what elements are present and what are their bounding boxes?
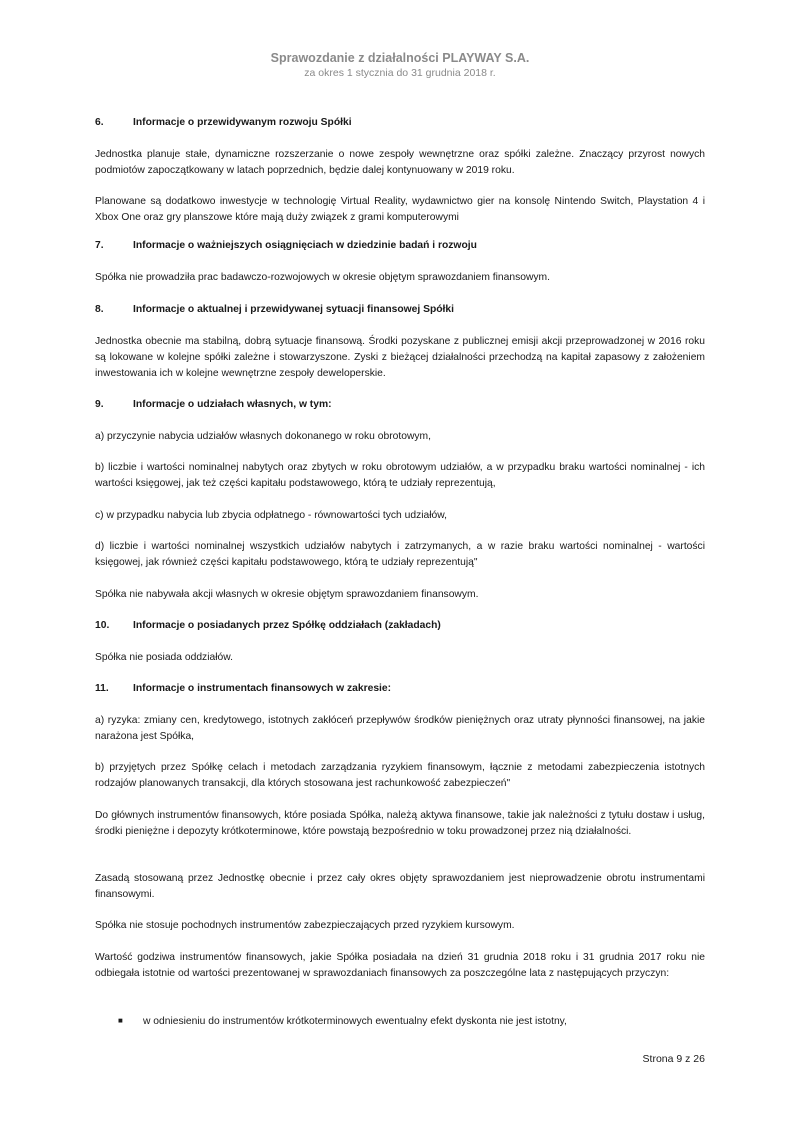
paragraph: Spółka nie posiada oddziałów.: [95, 652, 233, 663]
paragraph: Jednostka obecnie ma stabilną, dobrą sytuacje finansową. Środki pozyskane z publicznej emisji akcji przeprowadzonej w 2016 roku są lokowane w kolejne spółki zależne i stowarzyszone. Zyski z bieżącej działalności przechodzą na kapitał zapasowy z założeniem inwestowania ich w kolejne wewnętrzne zespoły deweloperskie.: [95, 336, 705, 379]
page-header: [0, 50, 800, 81]
section-8-heading: [95, 302, 705, 318]
paragraph: Zasadą stosowaną przez Jednostkę obecnie i przez cały okres objęty sprawozdaniem jest nieprowadzenie obrotu instrumentami finansowymi.: [95, 873, 705, 900]
section-number: 10.: [95, 620, 110, 631]
paragraph: Jednostka planuje stałe, dynamiczne rozszerzanie o nowe zespoły wewnętrzne oraz spółki zależne. Znaczący przyrost nowych podmiotów zapoczątkowany w latach poprzednich, będzie dalej kontynuowany w 2019 roku.: [95, 149, 705, 176]
list-item: b) przyjętych przez Spółkę celach i metodach zarządzania ryzykiem finansowym, łącznie z metodami zabezpieczenia istotnych rodzajów planowanych transakcji, dla których stosowana jest rachunkowość zabezpieczeń": [95, 762, 705, 789]
list-item: c) w przypadku nabycia lub zbycia odpłatnego - równowartości tych udziałów,: [95, 510, 447, 521]
section-title: Informacje o udziałach własnych, w tym:: [133, 399, 332, 410]
list-item: a) przyczynie nabycia udziałów własnych dokonanego w roku obrotowym,: [95, 431, 431, 442]
list-item: d) liczbie i wartości nominalnej wszystkich udziałów nabytych i zatrzymanych, a w razie braku wartości nominalnej - wartości księgowej, jak również części kapitału podstawowego, którą te udziały reprezentują": [95, 541, 705, 568]
section-title: Informacje o przewidywanym rozwoju Spółki: [133, 117, 352, 128]
square-bullet-icon: ■: [118, 1016, 123, 1025]
paragraph: Do głównych instrumentów finansowych, które posiada Spółka, należą aktywa finansowe, takie jak należności z tytułu dostaw i usług, środki pieniężne i depozyty krótkoterminowe, które powstają bezpośrednio w toku prowadzonej przez nią działalności.: [95, 810, 705, 837]
paragraph: Spółka nie prowadziła prac badawczo-rozwojowych w okresie objętym sprawozdaniem finansowym.: [95, 272, 550, 283]
bullet-text: w odniesieniu do instrumentów krótkoterminowych ewentualny efekt dyskonta nie jest istotny,: [143, 1016, 567, 1027]
section-title: Informacje o ważniejszych osiągnięciach w dziedzinie badań i rozwoju: [133, 240, 477, 251]
section-number: 6.: [95, 117, 104, 128]
page-number: Strona 9 z 26: [642, 1053, 705, 1065]
section-title: Informacje o instrumentach finansowych w zakresie:: [133, 683, 392, 694]
section-9-heading: [95, 397, 705, 413]
section-number: 11.: [95, 683, 109, 694]
section-number: 9.: [95, 399, 104, 410]
section-11-heading: [95, 681, 705, 697]
report-title: Sprawozdanie z działalności PLAYWAY S.A.: [270, 51, 530, 65]
section-6-heading: [95, 115, 705, 131]
report-period: za okres 1 stycznia do 31 grudnia 2018 r.: [304, 67, 496, 79]
section-title: Informacje o posiadanych przez Spółkę oddziałach (zakładach): [133, 620, 441, 631]
paragraph: Wartość godziwa instrumentów finansowych, jakie Spółka posiadała na dzień 31 grudnia 2018 roku i 31 grudnia 2017 roku nie odbiegała istotnie od wartości prezentowanej w sprawozdaniach finansowych za poszczególne lata z następujących przyczyn:: [95, 952, 705, 979]
paragraph: Spółka nie nabywała akcji własnych w okresie objętym sprawozdaniem finansowym.: [95, 589, 479, 600]
paragraph: Planowane są dodatkowo inwestycje w technologię Virtual Reality, wydawnictwo gier na konsolę Nintendo Switch, Playstation 4 i Xbox One oraz gry planszowe które mają duży związek z grami komputerowymi: [95, 196, 705, 223]
paragraph: Spółka nie stosuje pochodnych instrumentów zabezpieczających przed ryzykiem kursowym.: [95, 920, 515, 931]
section-title: Informacje o aktualnej i przewidywanej sytuacji finansowej Spółki: [133, 304, 455, 315]
section-7-heading: [95, 238, 705, 254]
section-number: 7.: [95, 240, 104, 251]
section-10-heading: [95, 618, 705, 634]
list-item: b) liczbie i wartości nominalnej nabytych oraz zbytych w roku obrotowym udziałów, a w przypadku braku wartości nominalnej - ich wartości księgowej, jak też części kapitału podstawowego, którą te udziały reprezentują,: [95, 462, 705, 489]
section-number: 8.: [95, 304, 104, 315]
bullet-item: [118, 1013, 567, 1030]
list-item: a) ryzyka: zmiany cen, kredytowego, istotnych zakłóceń przepływów środków pieniężnych oraz utraty płynności finansowej, na jakie narażona jest Spółka,: [95, 715, 705, 742]
